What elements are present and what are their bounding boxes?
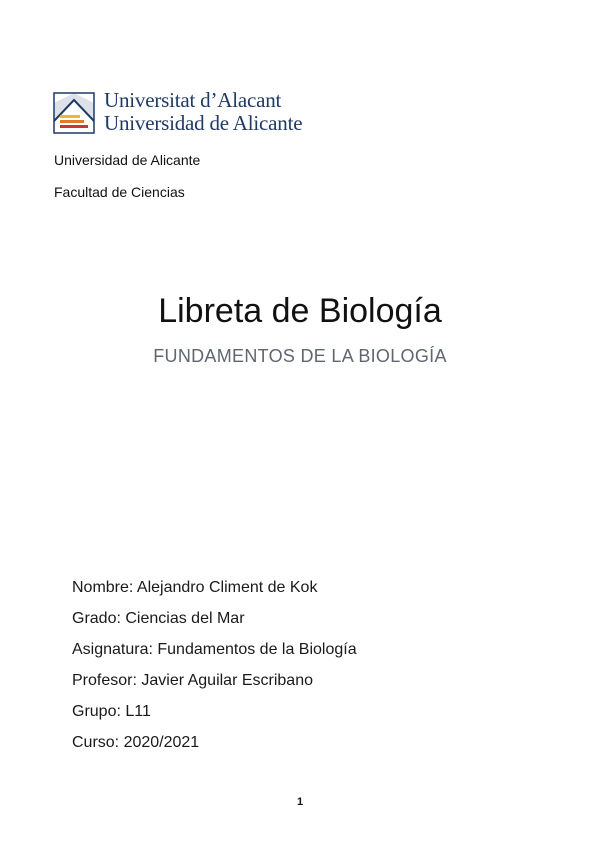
document-subtitle: FUNDAMENTOS DE LA BIOLOGÍA — [153, 346, 447, 366]
logo-line-valencian: Universitat d’Alacant — [104, 88, 282, 112]
page-number: 1 — [296, 796, 304, 808]
info-grupo: Grupo: L11 — [72, 703, 151, 720]
university-logo-text — [104, 89, 302, 135]
university-logo-icon — [52, 91, 96, 135]
document-title: Libreta de Biología — [158, 292, 442, 330]
info-nombre: Nombre: Alejandro Climent de Kok — [72, 579, 318, 596]
logo-line-spanish: Universidad de Alicante — [104, 111, 303, 135]
university-logo — [52, 89, 312, 137]
info-curso: Curso: 2020/2021 — [72, 734, 200, 751]
university-name: Universidad de Alicante — [54, 152, 201, 168]
info-grado: Grado: Ciencias del Mar — [72, 610, 245, 627]
faculty-name: Facultad de Ciencias — [54, 184, 185, 200]
info-profesor: Profesor: Javier Aguilar Escribano — [72, 672, 313, 689]
info-asignatura: Asignatura: Fundamentos de la Biología — [72, 641, 357, 658]
